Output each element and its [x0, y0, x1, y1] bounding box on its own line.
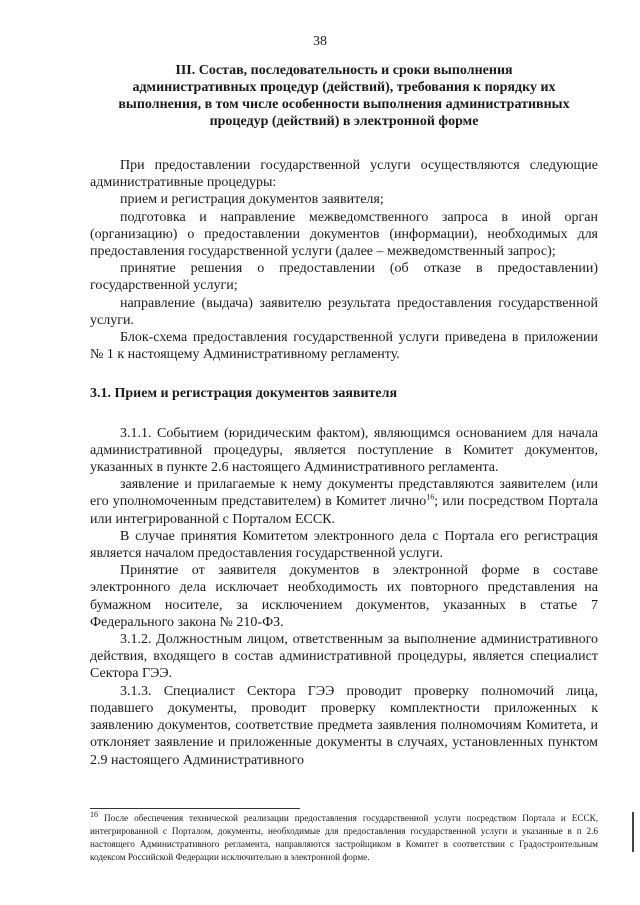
scan-margin-mark [632, 812, 634, 852]
body-text [90, 157, 598, 769]
paragraph-text: заявление и прилагаемые к нему документы представляются заявителем (или его уполномоченным представителем) в Комитет лично [90, 477, 598, 510]
footnote-text: После обеспечения технической реализации предоставления государственной услуги посредством Портала и ЕССК, интегрированной с Порталом, документы, необходимые для предоставления государственной услуги и указанные в п 2.6 настоящего Административного регламента, направляются застройщиком в Комитет в соответствии с Градостроительным кодексом Российской Федерации исключительно в электронной форме. [90, 813, 598, 862]
paragraph: прием и регистрация документов заявителя; [120, 192, 384, 208]
paragraph-text: ; или посредством Портала или интегрированной с Порталом ЕССК. [90, 494, 598, 527]
paragraph: 3.1.2. Должностным лицом, ответственным за выполнение административного действия, входящего в состав административной процедуры, является специалист Сектора ГЭЭ. [90, 632, 598, 682]
footnote-marker: 16 [90, 809, 98, 819]
paragraph: В случае принятия Комитетом электронного дела с Портала его регистрация является началом предоставления государственной услуги. [90, 528, 598, 562]
section-title: 3.1. Прием и регистрация документов заявителя [90, 386, 398, 402]
heading-line: процедур (действий) в электронной форме [209, 114, 479, 129]
paragraph: Блок-схема предоставления государственной услуги приведена в приложении № 1 к настоящему Административному регламенту. [90, 330, 598, 363]
chapter-heading [90, 62, 598, 130]
paragraph: 3.1.3. Специалист Сектора ГЭЭ проводит проверку полномочий лица, подавшего документы, проводит проверку комплектности приложенных к заявлению документов, соответствие предмета заявления полномочиям Комитета, и отклоняет заявление и приложенные документы в случаях, установленных пунктом 2.9 настоящего Административного [90, 683, 598, 768]
page-number: 38 [313, 34, 327, 49]
paragraph: направление (выдача) заявителю результата предоставления государственной услуги. [90, 295, 598, 328]
paragraph: принятие решения о предоставлении (об отказе в предоставлении) государственной услуги; [90, 261, 598, 294]
paragraph: При предоставлении государственной услуги осуществляются следующие административные процедуры: [90, 158, 598, 191]
footnote [90, 809, 598, 864]
footnote-reference: 16 [426, 492, 435, 502]
heading-line: административных процедур (действий), требования к порядку их [132, 80, 556, 95]
heading-line: III. Состав, последовательность и сроки выполнения [175, 63, 513, 78]
paragraph [90, 476, 598, 528]
paragraph: 3.1.1. Событием (юридическим фактом), являющимся основанием для начала административной процедуры, является поступление в Комитет документов, указанных в пункте 2.6 настоящего Административного регламента. [90, 425, 598, 476]
footnote-separator [90, 808, 300, 809]
paragraph: Принятие от заявителя документов в электронной форме в составе электронного дела исключает необходимость их повторного представления на бумажном носителе, за исключением документов, указанных в статье 7 Федерального закона № 210-ФЗ. [90, 563, 598, 630]
paragraph: подготовка и направление межведомственного запроса в иной орган (организацию) о предоставлении документов (информации), необходимых для предоставления государственной услуги (далее – межведомственный запрос); [90, 209, 598, 260]
heading-line: выполнения, в том числе особенности выполнения административных [118, 97, 570, 112]
